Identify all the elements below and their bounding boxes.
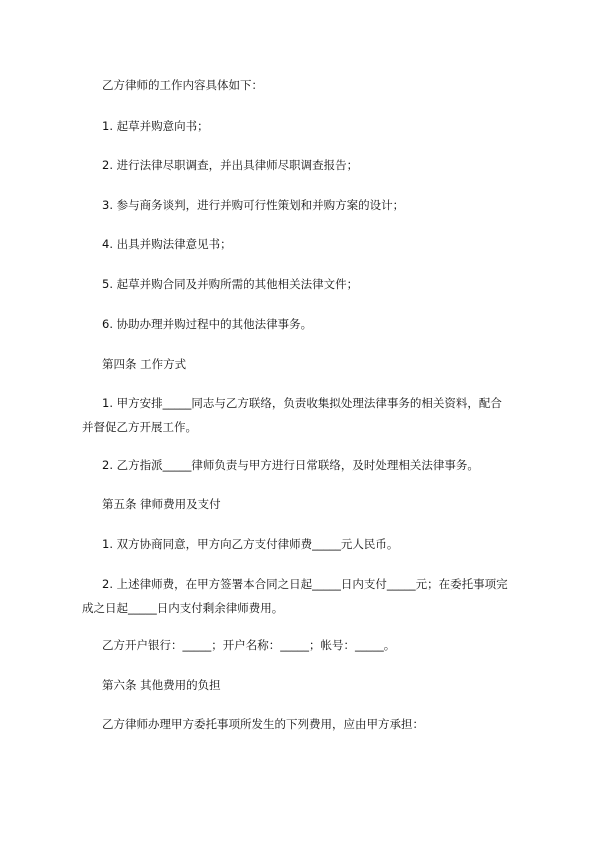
article-6-heading: 第六条 其他费用的负担 bbox=[102, 678, 221, 692]
paragraph-item-2: 2. 进行法律尽职调查，并出具律师尽职调查报告； bbox=[102, 158, 359, 172]
paragraph-work-content-intro: 乙方律师的工作内容具体如下： bbox=[102, 78, 263, 92]
paragraph-item-4: 4. 出具并购法律意见书； bbox=[102, 237, 232, 251]
paragraph-article-5-clause-1: 1. 双方协商同意，甲方向乙方支付律师费_____元人民币。 bbox=[102, 537, 399, 551]
paragraph-article-4-clause-2: 2. 乙方指派_____律师负责与甲方进行日常联络，及时处理相关法律事务。 bbox=[102, 458, 479, 472]
paragraph-item-1: 1. 起草并购意向书； bbox=[102, 119, 209, 133]
article-5-heading: 第五条 律师费用及支付 bbox=[102, 497, 221, 511]
paragraph-article-4-clause-1: 1. 甲方安排_____同志与乙方联络，负责收集拟处理法律事务的相关资料，配合并督促乙方开展工作。 bbox=[82, 396, 502, 434]
paragraph-article-6-intro: 乙方律师办理甲方委托事项所发生的下列费用，应由甲方承担： bbox=[102, 717, 424, 731]
article-4-heading: 第四条 工作方式 bbox=[102, 357, 187, 371]
paragraph-item-3: 3. 参与商务谈判，进行并购可行性策划和并购方案的设计； bbox=[102, 198, 405, 212]
paragraph-item-5: 5. 起草并购合同及并购所需的其他相关法律文件； bbox=[102, 277, 359, 291]
paragraph-bank-account: 乙方开户银行：_____；开户名称：_____；帐号：_____。 bbox=[102, 638, 396, 652]
paragraph-item-6: 6. 协助办理并购过程中的其他法律事务。 bbox=[102, 317, 313, 331]
paragraph-article-5-clause-2: 2. 上述律师费，在甲方签署本合同之日起_____日内支付_____元；在委托事项完成之日起_____日内支付剩余律师费用。 bbox=[82, 577, 508, 615]
